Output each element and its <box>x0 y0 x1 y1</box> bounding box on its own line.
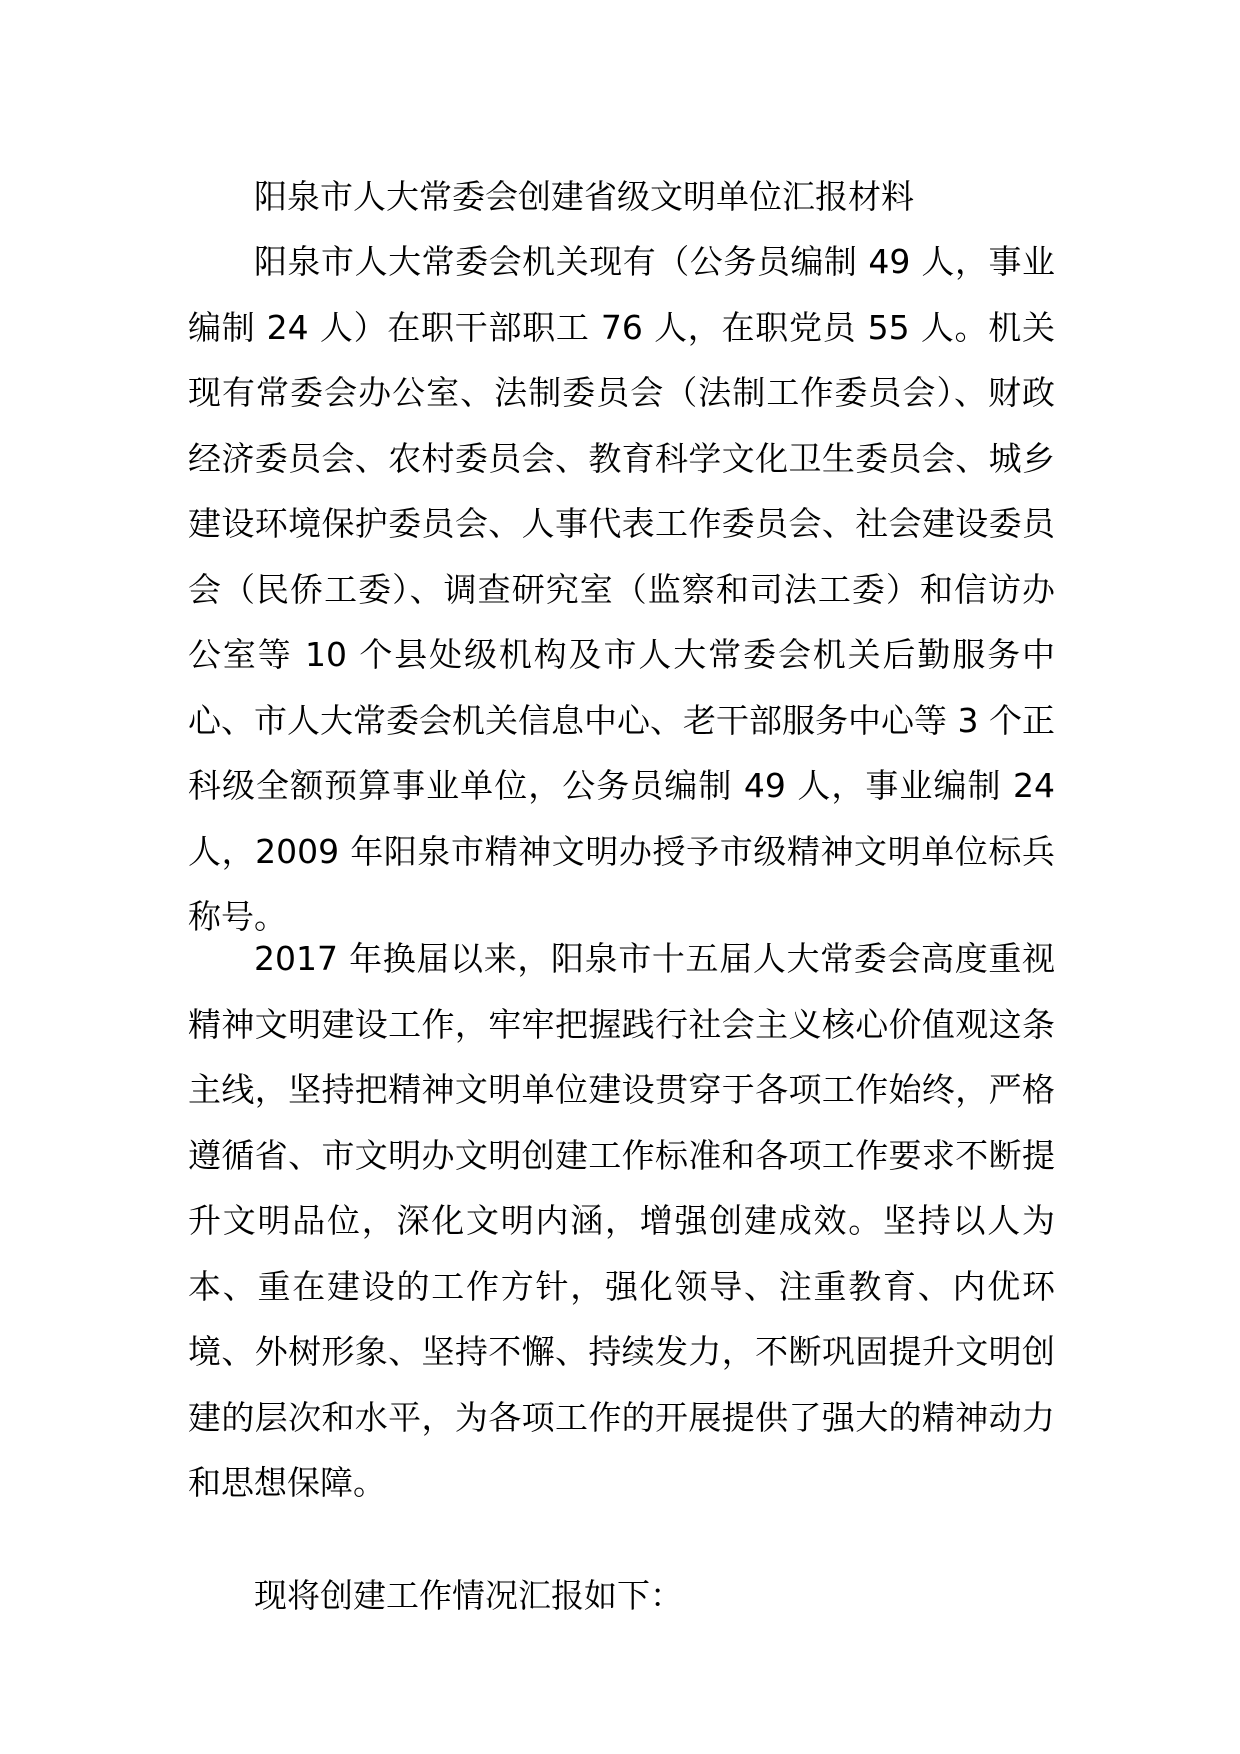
document-title: 阳泉市人大常委会创建省级文明单位汇报材料 <box>254 177 914 216</box>
paragraph-report-intro: 现将创建工作情况汇报如下： <box>254 1576 683 1615</box>
paragraph-organization-overview: 阳泉市人大常委会机关现有（公务员编制 49 人，事业编制 24 人）在职干部职工 76 人，在职党员 55 人。机关现有常委会办公室、法制委员会（法制工作委员会）、财政经济委员会、农村委员会、教育科学文化卫生委员会、城乡建设环境保护委员会、人事代表工作委员会、社会建设委员会（民侨工委）、调查研究室（监察和司法工委）和信访办公室等 10 个县处级机构及市人大常委会机关后勤服务中心、市人大常委会机关信息中心、老干部服务中心等 3 个正科级全额预算事业单位，公务员编制 49 人，事业编制 24 人，2009 年阳泉市精神文明办授予市级精神文明单位标兵称号。 <box>188 242 1055 936</box>
paragraph-civilization-work: 2017 年换届以来，阳泉市十五届人大常委会高度重视精神文明建设工作，牢牢把握践行社会主义核心价值观这条主线，坚持把精神文明单位建设贯穿于各项工作始终，严格遵循省、市文明办文明创建工作标准和各项工作要求不断提升文明品位，深化文明内涵，增强创建成效。坚持以人为本、重在建设的工作方针，强化领导、注重教育、内优环境、外树形象、坚持不懈、持续发力，不断巩固提升文明创建的层次和水平，为各项工作的开展提供了强大的精神动力和思想保障。 <box>188 939 1055 1502</box>
